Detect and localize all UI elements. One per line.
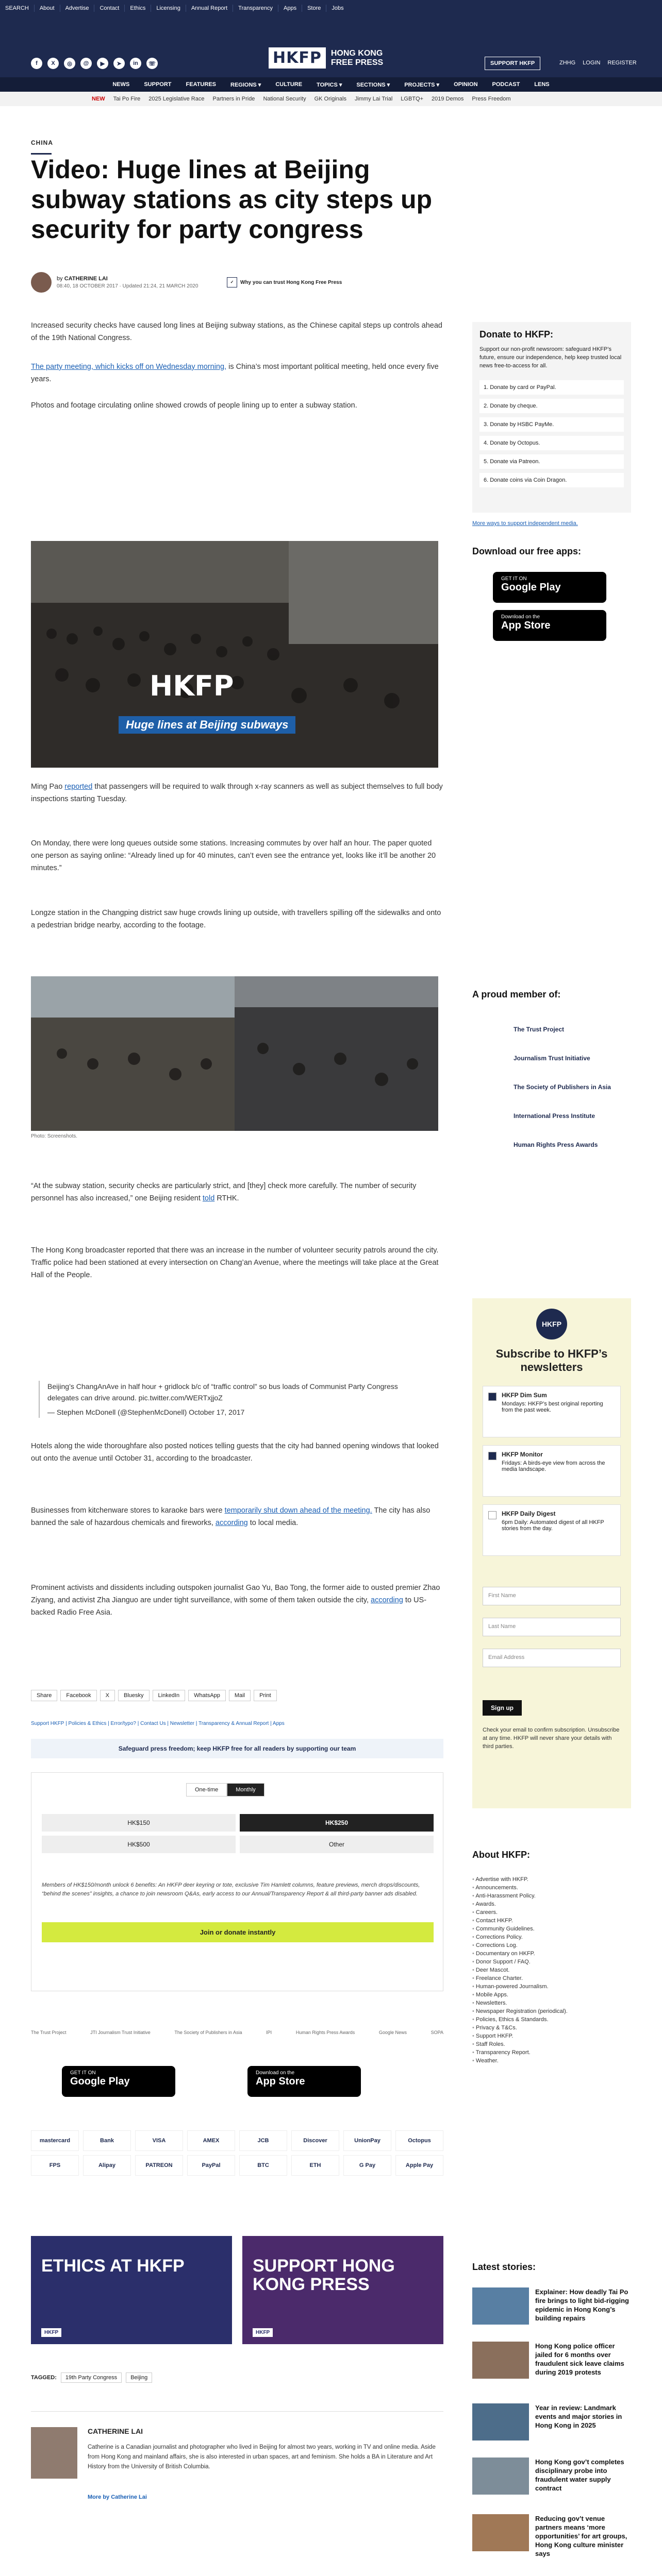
- promo-label: HKFP: [253, 2328, 273, 2337]
- newsletter-note: Check your email to confirm subscription. Unsubscribe at any time. HKFP will never share your details with third parties.: [483, 1727, 620, 1750]
- inline-link[interactable]: reported: [64, 783, 93, 791]
- tags-label: TAGGED:: [31, 2375, 57, 2381]
- logo-mark: HKFP: [269, 47, 326, 69]
- top-link-store[interactable]: Store: [302, 5, 326, 12]
- checkbox-checked-icon[interactable]: [488, 1393, 496, 1401]
- author-photo[interactable]: [31, 2427, 77, 2479]
- share-x-button[interactable]: X: [100, 1690, 115, 1701]
- partner-logo[interactable]: SOPA: [431, 2030, 443, 2035]
- publish-dates: 08:40, 18 OCTOBER 2017 · Updated 21:24, 21 MARCH 2020: [57, 283, 198, 289]
- store-small-label: GET IT ON: [70, 2070, 96, 2076]
- payment-paypal-icon[interactable]: PayPal: [187, 2155, 235, 2176]
- partner-logo[interactable]: Google News: [378, 2030, 407, 2035]
- about-link[interactable]: • Awards.: [472, 1900, 631, 1908]
- nav-projects[interactable]: PROJECTS ▾: [404, 81, 440, 88]
- member-logos: [472, 1025, 631, 1170]
- about-heading: About HKFP:: [472, 1850, 530, 1860]
- support-hkfp-button[interactable]: SUPPORT HKFP: [485, 57, 540, 70]
- logo-line2: FREE PRESS: [330, 58, 384, 67]
- more-ways-link[interactable]: More ways to support independent media.: [472, 520, 578, 527]
- about-link[interactable]: • Support HKFP.: [472, 2032, 631, 2040]
- latest-story[interactable]: [472, 2342, 631, 2379]
- store-small-label: Download on the: [256, 2070, 295, 2076]
- donate-heading: Donate to HKFP:: [479, 329, 553, 340]
- store-small-label: Download on the: [501, 614, 540, 620]
- print-button[interactable]: Print: [254, 1690, 277, 1701]
- about-link[interactable]: • Mobile Apps.: [472, 1991, 631, 1999]
- instagram-icon[interactable]: ◎: [64, 58, 75, 69]
- amount-options: [42, 1814, 434, 1853]
- about-link[interactable]: • Donor Support / FAQ.: [472, 1958, 631, 1966]
- top-link-annual-report[interactable]: Annual Report: [186, 5, 233, 12]
- tweet-author[interactable]: — Stephen McDonell (@StephenMcDonell) October 17, 2017: [47, 1408, 245, 1416]
- promo-ethics[interactable]: [31, 2236, 232, 2344]
- article-title: Video: Huge lines at Beijing subway stations as city steps up security for party congress: [31, 155, 433, 244]
- payment-unionpay-icon[interactable]: UnionPay: [343, 2130, 391, 2151]
- app-store-buttons: [62, 2066, 361, 2097]
- inline-link[interactable]: according: [215, 1519, 248, 1527]
- tag-link[interactable]: 19th Party Congress: [61, 2372, 122, 2383]
- first-name-input[interactable]: First Name: [483, 1587, 621, 1605]
- donate-option[interactable]: 2. Donate by cheque.: [479, 399, 624, 413]
- language-toggle[interactable]: ZHHG: [559, 60, 576, 66]
- store-name: Google Play: [70, 2076, 130, 2087]
- paragraph: The Hong Kong broadcaster reported that there was an increase in the number of volunteer security patrols around the city. Traffic police had been stationed at every intersection on Chang’an Avenue, where the meetings will take place at the Great Hall of the People.: [31, 1246, 439, 1279]
- app-store-button[interactable]: [247, 2066, 361, 2097]
- video-watermark: HKFP: [150, 670, 234, 702]
- store-name: Google Play: [501, 582, 561, 593]
- video-caption: Huge lines at Beijing subways: [119, 716, 295, 734]
- payment-visa-icon[interactable]: VISA: [135, 2130, 183, 2151]
- amount-option-other[interactable]: Other: [240, 1836, 434, 1853]
- inline-link[interactable]: temporarily shut down ahead of the meeting.: [224, 1506, 372, 1515]
- trending-link[interactable]: Jimmy Lai Trial: [354, 96, 393, 102]
- payment-fps-icon[interactable]: FPS: [31, 2155, 79, 2176]
- trending-link[interactable]: National Security: [263, 96, 306, 102]
- newsletter-desc: Fridays: A birds-eye view from across the media landscape.: [502, 1460, 605, 1472]
- top-utility-bar: [0, 0, 662, 16]
- social-icons: [31, 58, 158, 69]
- amount-option-selected[interactable]: HK$250: [240, 1814, 434, 1832]
- promo-title: ETHICS AT HKFP: [41, 2256, 185, 2276]
- payment-alipay-icon[interactable]: Alipay: [83, 2155, 131, 2176]
- nav-news[interactable]: NEWS: [112, 81, 130, 88]
- story-title[interactable]: Explainer: How deadly Tai Po fire brings to light bid-rigging epidemic in Hong Kong’s building repairs: [535, 2288, 629, 2322]
- trending-bar: [0, 92, 662, 106]
- share-facebook-button[interactable]: Facebook: [60, 1690, 96, 1701]
- trending-link[interactable]: LGBTQ+: [401, 96, 424, 102]
- paragraph-text: Prominent activists and dissidents including outspoken journalist Gao Yu, Bao Tong, the former aide to ousted premier Zhao Ziyang, and activist Zha Jianguo are under tight surveillance, with some of them taken outside the city,: [31, 1584, 440, 1604]
- paragraph-text: is China’s most important political meeting, held once every five years.: [31, 363, 439, 383]
- site-logo[interactable]: [269, 47, 383, 69]
- payment-methods: [31, 2130, 443, 2176]
- member-logo[interactable]: International Press Institute: [514, 1112, 595, 1120]
- payment-discover-icon[interactable]: Discover: [291, 2130, 339, 2151]
- paragraph: Hotels along the wide thoroughfare also posted notices telling guests that the city had banned opening windows that looked out onto the avenue until October 31, according to the broadcaster.: [31, 1442, 439, 1463]
- about-link[interactable]: • Freelance Charter.: [472, 1974, 631, 1982]
- newsletter-signup: [472, 1298, 631, 1808]
- photo-screenshots: [31, 976, 438, 1131]
- donate-intro: Support our non-profit newsroom: safeguard HKFP’s future, ensure our independence, help keep trusted local news free-to-access for all.: [479, 346, 622, 369]
- paragraph-text: to local media.: [247, 1519, 299, 1527]
- top-link-apps[interactable]: Apps: [278, 5, 302, 12]
- payment-applepay-icon[interactable]: Apple Pay: [395, 2155, 443, 2176]
- nav-regions[interactable]: REGIONS ▾: [230, 81, 261, 88]
- promo-support[interactable]: [242, 2236, 443, 2344]
- photo-credit: Photo: Screenshots.: [31, 1133, 78, 1139]
- about-link[interactable]: • Advertise with HKFP.: [472, 1875, 631, 1884]
- story-thumbnail[interactable]: [472, 2458, 529, 2495]
- paragraph: [31, 1180, 443, 1205]
- member-heading: A proud member of:: [472, 989, 561, 999]
- member-logo[interactable]: The Trust Project: [514, 1026, 565, 1033]
- about-link[interactable]: • Community Guidelines.: [472, 1925, 631, 1933]
- byline-prefix: by: [57, 276, 63, 282]
- embedded-tweet[interactable]: [39, 1381, 431, 1418]
- donation-widget: [31, 1772, 443, 1991]
- about-link[interactable]: • Deer Mascot.: [472, 1966, 631, 1974]
- about-link[interactable]: • Policies, Ethics & Standards.: [472, 2015, 631, 2024]
- share-bar: [31, 1690, 277, 1701]
- partner-logo[interactable]: The Society of Publishers in Asia: [174, 2030, 242, 2035]
- trending-link[interactable]: Partners in Pride: [212, 96, 255, 102]
- donate-option[interactable]: 3. Donate by HSBC PayMe.: [479, 417, 624, 432]
- payment-btc-icon[interactable]: BTC: [239, 2155, 287, 2176]
- frequency-toggle: [186, 1783, 264, 1797]
- signup-button[interactable]: Sign up: [483, 1700, 522, 1716]
- nav-sections[interactable]: SECTIONS ▾: [356, 81, 390, 88]
- promo-videos: [31, 2236, 443, 2344]
- trending-link[interactable]: Press Freedom: [472, 96, 511, 102]
- store-small-label: GET IT ON: [501, 576, 527, 582]
- paragraph-text: “At the subway station, security checks are particularly strict, and [they] check more carefully. The number of security personnel has also increased,” one Beijing resident: [31, 1182, 417, 1202]
- tag-link[interactable]: Beijing: [126, 2372, 152, 2383]
- about-link[interactable]: • Weather.: [472, 2057, 631, 2065]
- top-link-jobs[interactable]: Jobs: [332, 5, 344, 11]
- paragraph-text: RTHK.: [214, 1194, 239, 1202]
- share-linkedin-button[interactable]: LinkedIn: [153, 1690, 186, 1701]
- threads-icon[interactable]: @: [80, 58, 92, 69]
- app-store-button[interactable]: [493, 610, 606, 641]
- last-name-input[interactable]: Last Name: [483, 1618, 621, 1636]
- google-play-button[interactable]: [493, 572, 606, 603]
- newsletter-desc: Mondays: HKFP’s best original reporting from the past week.: [502, 1401, 603, 1413]
- donate-option[interactable]: 4. Donate by Octopus.: [479, 436, 624, 450]
- payment-mastercard-icon[interactable]: mastercard: [31, 2130, 79, 2151]
- paragraph: Increased security checks have caused long lines at Beijing subway stations, as the Chinese capital steps up controls ahead of the 19th National Congress.: [31, 321, 442, 342]
- crowd-photo: [31, 541, 438, 768]
- author-name[interactable]: CATHERINE LAI: [64, 276, 108, 282]
- donate-options: [479, 380, 624, 487]
- store-name: App Store: [256, 2076, 305, 2087]
- paragraph: Photos and footage circulating online showed crowds of people lining up to enter a subway station.: [31, 401, 357, 410]
- member-logo[interactable]: Human Rights Press Awards: [514, 1141, 598, 1148]
- member-logo[interactable]: The Society of Publishers in Asia: [514, 1083, 611, 1091]
- donate-option[interactable]: 1. Donate by card or PayPal.: [479, 380, 624, 395]
- monthly-tab[interactable]: Monthly: [227, 1783, 264, 1797]
- join-donate-button[interactable]: Join or donate instantly: [42, 1922, 434, 1942]
- about-links: [472, 1875, 631, 2065]
- top-link-search[interactable]: SEARCH: [0, 5, 35, 12]
- story-thumbnail[interactable]: [472, 2287, 529, 2325]
- top-link-ethics[interactable]: Ethics: [125, 5, 151, 12]
- about-link[interactable]: • Announcements.: [472, 1884, 631, 1892]
- crowd-photo-2: [31, 976, 438, 1131]
- checkbox-icon[interactable]: [488, 1511, 496, 1519]
- paragraph-text: that passengers will be required to walk through x-ray scanners as well as subject themselves to full body inspections starting Tuesday.: [31, 783, 443, 803]
- paragraph: [31, 1582, 443, 1619]
- top-link-contact[interactable]: Contact: [94, 5, 125, 12]
- new-badge: NEW: [92, 96, 105, 102]
- partner-logo[interactable]: The Trust Project: [31, 2030, 67, 2035]
- whatsapp-icon[interactable]: ☏: [146, 58, 158, 69]
- article-category[interactable]: CHINA: [31, 139, 53, 146]
- about-link[interactable]: • Newspaper Registration (periodical).: [472, 2007, 631, 2015]
- top-link-transparency[interactable]: Transparency: [233, 5, 278, 12]
- author-bio: Catherine is a Canadian journalist and photographer who lived in Beijing for almost two years, working in TV and online media. Aside from Hong Kong and mainland affairs, she is also interested in urban spaces, art and feminism. She holds a BA in Literature and Art History from the University of British Columbia.: [88, 2444, 436, 2470]
- story-title[interactable]: Hong Kong police officer jailed for 6 months over fraudulent sick leave claims during 2019 protests: [535, 2342, 624, 2376]
- author-box-name[interactable]: CATHERINE LAI: [88, 2427, 143, 2435]
- nav-lens[interactable]: LENS: [534, 81, 550, 88]
- about-link[interactable]: • Contact HKFP.: [472, 1917, 631, 1925]
- about-link[interactable]: • Corrections Policy.: [472, 1933, 631, 1941]
- share-bluesky-button[interactable]: Bluesky: [118, 1690, 150, 1701]
- partner-logos: [31, 2030, 443, 2035]
- share-button[interactable]: Share: [31, 1690, 57, 1701]
- newsletter-option-dimsum[interactable]: [483, 1386, 621, 1437]
- latest-story[interactable]: [472, 2514, 631, 2558]
- story-thumbnail[interactable]: [472, 2514, 529, 2551]
- support-links-row[interactable]: Support HKFP | Policies & Ethics | Error/typo? | Contact Us | Newsletter | Transparency & Annual Report | Apps: [31, 1721, 285, 1726]
- paragraph: [31, 361, 443, 385]
- partner-logo[interactable]: IPI: [266, 2030, 272, 2035]
- newsletter-option-digest[interactable]: [483, 1504, 621, 1556]
- member-logo[interactable]: Journalism Trust Initiative: [514, 1055, 590, 1062]
- trending-link[interactable]: Tai Po Fire: [113, 96, 141, 102]
- trending-link[interactable]: 2019 Demos: [432, 96, 464, 102]
- checkbox-checked-icon[interactable]: [488, 1452, 496, 1460]
- logo-line1: HONG KONG: [330, 48, 383, 58]
- donate-option[interactable]: 5. Donate via Patreon.: [479, 454, 624, 469]
- share-whatsapp-button[interactable]: WhatsApp: [188, 1690, 226, 1701]
- one-time-tab[interactable]: One-time: [186, 1783, 227, 1797]
- nav-opinion[interactable]: OPINION: [454, 81, 478, 88]
- story-title[interactable]: Reducing gov’t venue partners means ‘more opportunities’ for art groups, Hong Kong culture minister says: [535, 2515, 627, 2557]
- trending-link[interactable]: 2025 Legislative Race: [148, 96, 205, 102]
- newsletter-name: HKFP Dim Sum: [502, 1392, 547, 1399]
- latest-story[interactable]: [472, 2403, 631, 2441]
- about-link[interactable]: • Documentary on HKFP.: [472, 1950, 631, 1958]
- paragraph: Longze station in the Changping district saw huge crowds lining up outside, with travellers spilling off the sidewalks and onto a pedestrian bridge nearby, according to the footage.: [31, 909, 441, 929]
- donate-panel: [472, 322, 631, 513]
- paragraph: [31, 781, 443, 805]
- support-banner[interactable]: Safeguard press freedom; keep HKFP free for all readers by supporting our team: [31, 1739, 443, 1758]
- payment-bank-icon[interactable]: Bank: [83, 2130, 131, 2151]
- payment-amex-icon[interactable]: AMEX: [187, 2130, 235, 2151]
- inline-link[interactable]: according: [371, 1596, 403, 1604]
- linkedin-icon[interactable]: in: [130, 58, 141, 69]
- nav-features[interactable]: FEATURES: [186, 81, 216, 88]
- about-link[interactable]: • Corrections Log.: [472, 1941, 631, 1950]
- story-thumbnail[interactable]: [472, 2403, 529, 2441]
- tweet-text: Beijing’s ChangAnAve in half hour + gridlock b/c of “traffic control” so bus loads of Communist Party Congress delegates can drive around. pic.twitter.com/WERTxjjoZ: [47, 1382, 398, 1402]
- login-link[interactable]: LOGIN: [583, 60, 601, 66]
- newsletter-title: Subscribe to HKFP’s newsletters: [495, 1347, 608, 1374]
- newsletter-desc: 6pm Daily: Automated digest of all HKFP stories from the day.: [502, 1519, 604, 1532]
- nav-support[interactable]: SUPPORT: [144, 81, 172, 88]
- amount-option[interactable]: HK$500: [42, 1836, 236, 1853]
- payment-octopus-icon[interactable]: Octopus: [395, 2130, 443, 2151]
- newsletter-logo: HKFP: [536, 1309, 567, 1340]
- about-link[interactable]: • Anti-Harassment Policy.: [472, 1892, 631, 1900]
- story-title[interactable]: Year in review: Landmark events and major stories in Hong Kong in 2025: [535, 2404, 622, 2429]
- register-link[interactable]: REGISTER: [607, 60, 637, 66]
- sidebar-store-buttons: [472, 572, 631, 641]
- story-thumbnail[interactable]: [472, 2342, 529, 2379]
- trust-link[interactable]: [227, 277, 342, 287]
- store-name: App Store: [501, 620, 551, 631]
- main-nav: [0, 77, 662, 92]
- tags-row: [31, 2372, 152, 2383]
- payment-eth-icon[interactable]: ETH: [291, 2155, 339, 2176]
- about-link[interactable]: • Newsletters.: [472, 1999, 631, 2007]
- latest-heading: Latest stories:: [472, 2262, 536, 2272]
- about-link[interactable]: • Transparency Report.: [472, 2048, 631, 2057]
- telegram-icon[interactable]: ➤: [113, 58, 125, 69]
- payment-patreon-icon[interactable]: PATREON: [135, 2155, 183, 2176]
- about-link[interactable]: • Privacy & T&Cs.: [472, 2024, 631, 2032]
- inline-link[interactable]: told: [202, 1194, 215, 1202]
- paragraph-text: Ming Pao: [31, 783, 65, 791]
- nav-podcast[interactable]: PODCAST: [492, 81, 520, 88]
- about-link[interactable]: • Careers.: [472, 1908, 631, 1917]
- nav-topics[interactable]: TOPICS ▾: [317, 81, 342, 88]
- about-link[interactable]: • Staff Roles.: [472, 2040, 631, 2048]
- newsletter-option-monitor[interactable]: [483, 1445, 621, 1497]
- apps-heading: Download our free apps:: [472, 546, 582, 556]
- paragraph-text: The city has also banned the sale of hazardous chemicals and fireworks,: [31, 1506, 431, 1527]
- video-embed[interactable]: [31, 541, 438, 768]
- top-link-advertise[interactable]: Advertise: [60, 5, 95, 12]
- trending-link[interactable]: GK Originals: [314, 96, 346, 102]
- byline: [31, 272, 198, 293]
- story-title[interactable]: Hong Kong gov’t completes disciplinary probe into fraudulent water supply contract: [535, 2458, 624, 2492]
- top-links: [0, 0, 349, 16]
- author-avatar[interactable]: [31, 272, 52, 293]
- paragraph: On Monday, there were long queues outside some stations. Increasing commutes by over half an hour. The paper quoted one person as saying online: “Already lined up for 40 minutes, can’t even see the entrance yet, looks like it’ll be another 20 minutes.”: [31, 839, 436, 872]
- top-link-licensing[interactable]: Licensing: [151, 5, 186, 12]
- site-header: [0, 16, 662, 77]
- author-box: [31, 2411, 443, 2530]
- email-input[interactable]: Email Address: [483, 1649, 621, 1667]
- payment-gpay-icon[interactable]: G Pay: [343, 2155, 391, 2176]
- paragraph-text: to US-backed Radio Free Asia.: [31, 1596, 427, 1617]
- inline-link[interactable]: The party meeting, which kicks off on Wednesday morning,: [31, 363, 227, 371]
- facebook-icon[interactable]: f: [31, 58, 42, 69]
- paragraph-text: Businesses from kitchenware stores to karaoke bars were: [31, 1506, 225, 1515]
- trust-text: Why you can trust Hong Kong Free Press: [240, 279, 342, 285]
- newsletter-name: HKFP Monitor: [502, 1451, 543, 1458]
- paragraph: [31, 1504, 443, 1529]
- amount-option[interactable]: HK$150: [42, 1814, 236, 1832]
- more-by-author-link[interactable]: More by Catherine Lai: [88, 2494, 147, 2500]
- about-link[interactable]: • Human-powered Journalism.: [472, 1982, 631, 1991]
- youtube-icon[interactable]: ▶: [97, 58, 108, 69]
- promo-title: SUPPORT HONG KONG PRESS: [253, 2256, 395, 2294]
- x-icon[interactable]: X: [47, 58, 59, 69]
- promo-label: HKFP: [41, 2328, 61, 2337]
- share-mail-button[interactable]: Mail: [229, 1690, 251, 1701]
- payment-jcb-icon[interactable]: JCB: [239, 2130, 287, 2151]
- google-play-button[interactable]: [62, 2066, 175, 2097]
- nav-culture[interactable]: CULTURE: [275, 81, 303, 88]
- membership-benefits: Members of HK$150/month unlock 6 benefits: An HKFP deer keyring or tote, exclusive Tim Hamlett columns, feature previews, merch drops/discounts, “behind the scenes” insights, a chance to join newsroom Q&As, early access to our Annual/Transparency Report & all third-party banner ads disabled.: [42, 1882, 420, 1897]
- partner-logo[interactable]: Human Rights Press Awards: [295, 2030, 355, 2035]
- latest-story[interactable]: [472, 2458, 631, 2495]
- donate-option[interactable]: 6. Donate coins via Coin Dragon.: [479, 473, 624, 487]
- top-link-about[interactable]: About: [35, 5, 60, 12]
- latest-story[interactable]: [472, 2287, 631, 2325]
- partner-logo[interactable]: JTI Journalism Trust Initiative: [90, 2030, 151, 2035]
- trust-badge-icon: ✓: [227, 277, 237, 287]
- newsletter-name: HKFP Daily Digest: [502, 1510, 556, 1517]
